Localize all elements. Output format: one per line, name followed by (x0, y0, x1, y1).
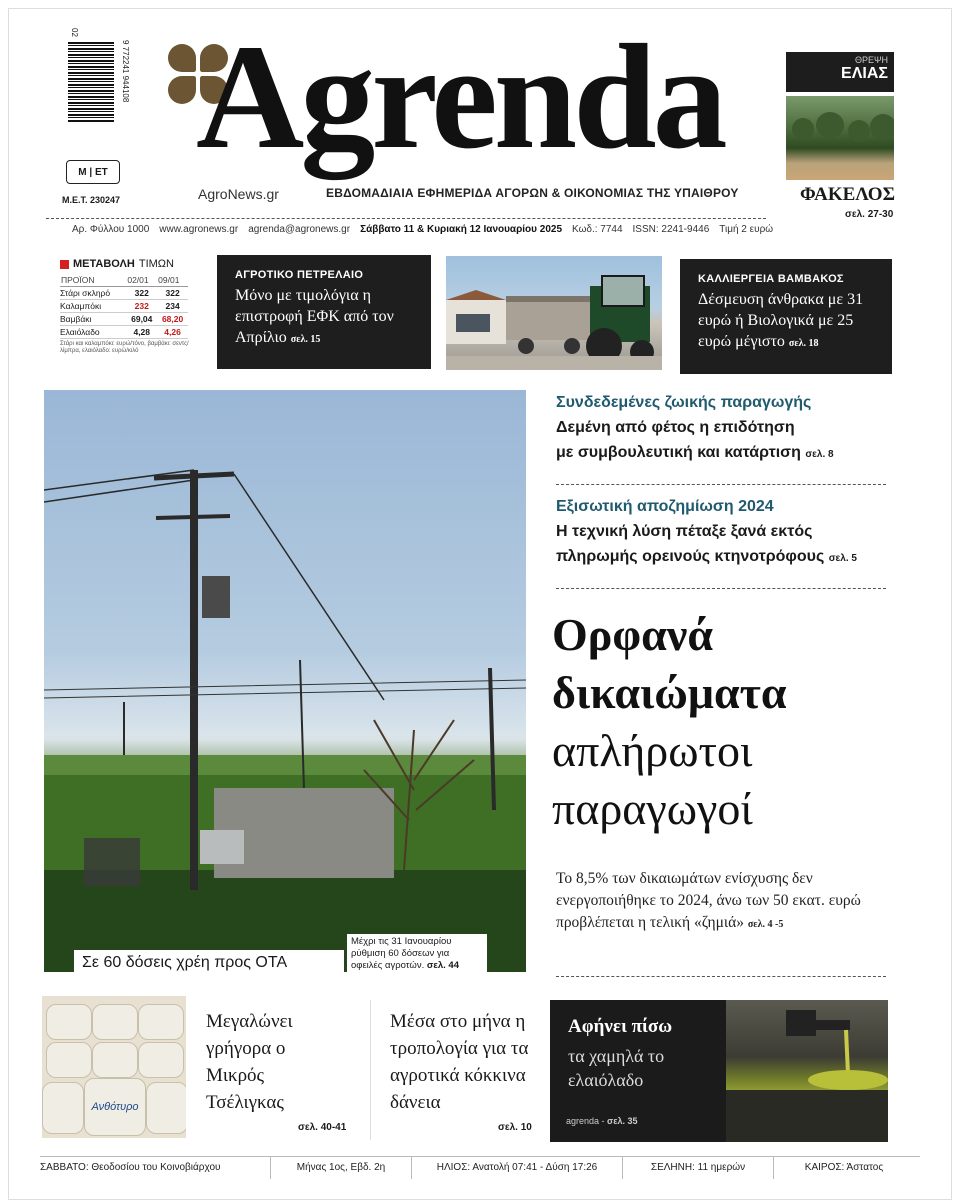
story-kicker: Εξισωτική αποζημίωση 2024 (556, 498, 774, 515)
price-prev: 4,28 (126, 326, 157, 339)
email-link[interactable]: agrenda@agronews.gr (248, 224, 351, 235)
story-kicker: Συνδεδεμένες ζωικής παραγωγής (556, 394, 812, 411)
table-row (60, 300, 188, 313)
divider (46, 218, 766, 219)
story-cheese-page: σελ. 40-41 (298, 1122, 347, 1133)
oil-source: agrenda - (566, 1116, 605, 1126)
lead-page: σελ. 4 -5 (747, 919, 784, 930)
story-compensation[interactable] (556, 494, 896, 571)
footer-bar (40, 1156, 920, 1179)
divider (556, 976, 886, 977)
table-row (60, 326, 188, 339)
price-prev: 69,04 (126, 313, 157, 326)
teaser-body (217, 281, 431, 350)
masthead-logo[interactable]: Agrenda (196, 14, 724, 180)
teaser-text: Μόνο με τιμολόγια η επιστροφή ΕΦΚ από τον Απρίλιο (235, 287, 394, 346)
product-name: Καλαμπόκι (60, 300, 126, 313)
product-name: Ελαιόλαδο (60, 326, 126, 339)
product-name: Βαμβάκι (60, 313, 126, 326)
price-curr: 234 (157, 300, 188, 313)
story-livestock[interactable] (556, 390, 896, 467)
story-line: Δεμένη από φέτος η επιδότηση (556, 419, 795, 436)
oil-page-number: σελ. 35 (607, 1116, 638, 1126)
teaser-fuel[interactable] (217, 255, 431, 369)
footer-sun: ΗΛΙΟΣ: Ανατολή 07:41 - Δύση 17:26 (412, 1157, 623, 1179)
folder-title: ΦΑΚΕΛΟΣ (800, 184, 895, 205)
price-curr: 68,20 (157, 313, 188, 326)
issue-code: Κωδ.: 7744 (572, 224, 623, 235)
story-line: Η τεχνική λύση πέταξε ξανά εκτός (556, 523, 813, 540)
teaser-page: σελ. 18 (788, 338, 819, 349)
oil-body: τα χαμηλά το ελαιόλαδο (568, 1046, 665, 1090)
tractor-truck-image[interactable] (446, 256, 662, 370)
cheese-packages-image[interactable] (42, 996, 186, 1138)
met-logo: M | ET (66, 160, 120, 184)
olive-oil-pour-image (726, 1000, 888, 1142)
story-line (556, 440, 896, 467)
column-header: 09/01 (157, 274, 188, 287)
divider (556, 588, 886, 589)
teaser-kicker: ΑΓΡΟΤΙΚΟ ΠΕΤΡΕΛΑΙΟ (235, 269, 364, 281)
hero-caption: Σε 60 δόσεις χρέη προς ΟΤΑ (74, 950, 344, 974)
teaser-olive-oil[interactable] (550, 1000, 888, 1142)
price-note: Στάρι και καλαμπόκι: ευρώ/τόνο, βαμβάκι: σεντς/λίμπρα, ελαιόλαδο: ευρώ/κιλό (60, 341, 189, 355)
table-row (60, 313, 188, 326)
barcode-issue: 02 (70, 28, 79, 37)
story-line-text: με συμβουλευτική και κατάρτιση (556, 444, 801, 461)
issn: ISSN: 2241-9446 (632, 224, 710, 235)
story-page: σελ. 8 (805, 449, 834, 460)
issue-number: Αρ. Φύλλου 1000 (72, 224, 150, 235)
met-code: Μ.Ε.Τ. 230247 (62, 195, 121, 205)
headline-line: Ορφανά (552, 609, 713, 660)
price-curr: 322 (157, 287, 188, 300)
teaser-body (680, 285, 892, 354)
headline-line: απλήρωτοι (552, 725, 753, 776)
folder-label[interactable] (786, 52, 894, 92)
divider (556, 484, 886, 485)
main-headline[interactable] (552, 606, 882, 838)
barcode-number: 9 772241 944108 (121, 40, 130, 103)
hero-subcaption (347, 934, 487, 976)
column-header: ΠΡΟΪΟΝ (60, 274, 126, 287)
info-bar (72, 224, 792, 235)
teaser-text: Δέσμευση άνθρακα με 31 ευρώ ή Βιολογικά με 25 ευρώ μέγιστο (698, 291, 864, 350)
folder-pages: σελ. 27-30 (845, 209, 894, 220)
teaser-page: σελ. 15 (290, 334, 321, 345)
hero-subcaption-text: Μέχρι τις 31 Ιανουαρίου ρύθμιση 60 δόσεων για οφειλές αγροτών. (351, 936, 452, 971)
story-line (556, 544, 896, 571)
hero-subcaption-page: σελ. 44 (426, 960, 459, 971)
price-table-title (60, 258, 190, 270)
column-header: 02/01 (126, 274, 157, 287)
lead-text: Το 8,5% των δικαιωμάτων ενίσχυσης δεν ενεργοποιήθηκε το 2024, άνω των 50 εκατ. ευρώ προβλέπεται η τελική «ζημιά» (556, 870, 861, 931)
story-loans[interactable]: Μέσα στο μήνα η τροπολογία για τα αγροτικά κόκκινα δάνεια (390, 1011, 529, 1113)
footer-weather: ΚΑΙΡΟΣ: Άστατος (804, 1162, 884, 1173)
main-lead (556, 868, 886, 936)
oil-text-panel (550, 1000, 726, 1142)
price-table (60, 274, 188, 339)
olive-grove-image[interactable] (786, 96, 894, 180)
barcode (68, 42, 114, 122)
footer-month: Μήνας 1ος, Εβδ. 2η (271, 1157, 412, 1179)
issue-date: Σάββατο 11 & Κυριακή 12 Ιανουαρίου 2025 (360, 224, 563, 235)
table-row (60, 287, 188, 300)
price-prev: 322 (126, 287, 157, 300)
package-label: Ανθότυρο (84, 1078, 146, 1136)
oil-page (566, 1116, 638, 1126)
story-line-text: πληρωμής ορεινούς κτηνοτρόφους (556, 548, 825, 565)
price-title-light: ΤΙΜΩΝ (138, 258, 174, 270)
price-change-table (60, 258, 190, 355)
footer-saint: ΣΑΒΒΑΤΟ: Θεοδοσίου του Κοινοβιάρχου (40, 1157, 271, 1179)
teaser-kicker: ΚΑΛΛΙΕΡΓΕΙΑ ΒΑΜΒΑΚΟΣ (698, 273, 844, 285)
product-name: Στάρι σκληρό (60, 287, 126, 300)
site-link[interactable]: AgroNews.gr (198, 186, 279, 202)
footer-moon: ΣΕΛΗΝΗ: 11 ημερών (623, 1157, 774, 1179)
folder-label-large: ΕΛΙΑΣ (841, 65, 888, 82)
folder-label-small: ΘΡΕΨΗ (854, 55, 888, 65)
price-curr: 4,26 (157, 326, 188, 339)
price-title-bold: ΜΕΤΑΒΟΛΗ (73, 258, 135, 270)
hero-photo-power-pole[interactable] (44, 390, 526, 972)
price-prev: 232 (126, 300, 157, 313)
red-square-icon (60, 260, 69, 269)
tagline: ΕΒΔΟΜΑΔΙΑΙΑ ΕΦΗΜΕΡΙΔΑ ΑΓΟΡΩΝ & ΟΙΚΟΝΟΜΙΑΣ ΤΗΣ ΥΠΑΙΘΡΟΥ (326, 186, 739, 200)
headline-line: παραγωγοί (552, 783, 753, 834)
column-divider (370, 1000, 371, 1140)
headline-line: δικαιώματα (552, 667, 787, 718)
website-link[interactable]: www.agronews.gr (159, 224, 239, 235)
story-cheese[interactable]: Μεγαλώνει γρήγορα ο Μικρός Τσέλιγκας (206, 1011, 293, 1113)
teaser-cotton[interactable] (680, 259, 892, 374)
oil-title: Αφήνει πίσω (568, 1016, 673, 1037)
story-loans-page: σελ. 10 (498, 1122, 532, 1133)
price: Τιμή 2 ευρώ (719, 224, 774, 235)
story-page: σελ. 5 (828, 553, 857, 564)
